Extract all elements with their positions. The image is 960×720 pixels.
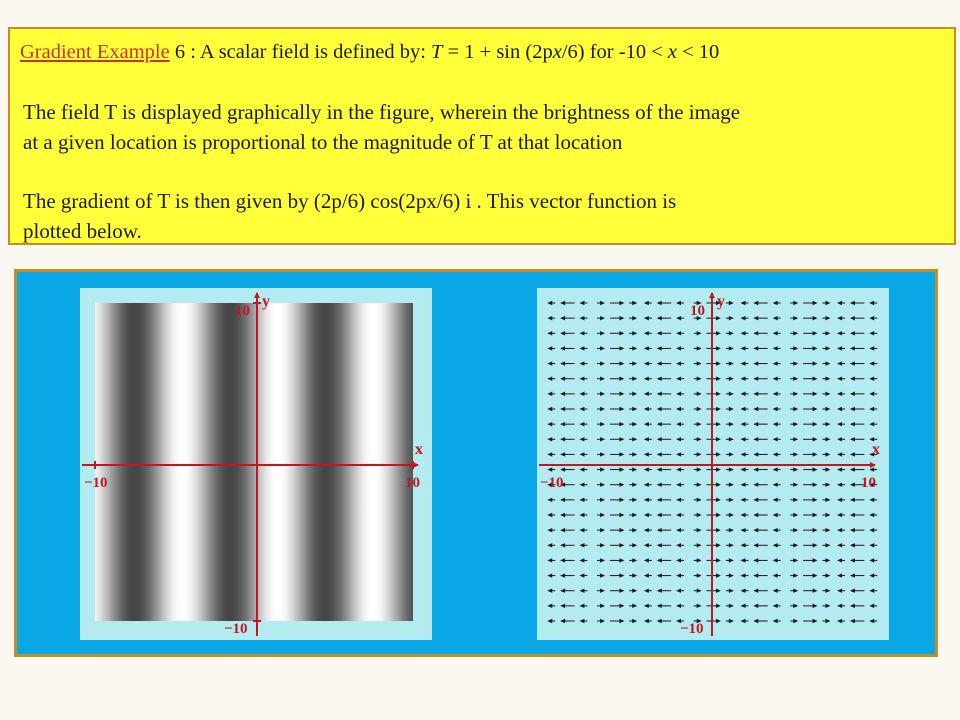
tick-x-min: −10 <box>84 475 108 491</box>
scalar-field-plot <box>80 288 432 640</box>
title-var-T: T <box>431 41 443 63</box>
tick-x-max: 10 <box>405 475 420 491</box>
tick-x-min-right: −10 <box>540 475 564 491</box>
title-var-x2: x <box>667 41 677 63</box>
gradient-example-link[interactable]: Gradient Example <box>20 41 170 63</box>
title-text-3: /6) for -10 < <box>561 41 668 63</box>
y-axis-label-right: y <box>717 293 725 310</box>
field-description-line-1: The field T is displayed graphically in the figure, wherein the brightness of the image <box>23 100 741 124</box>
tick-y-max-right: 10 <box>690 303 705 319</box>
title-text-4: < 10 <box>677 41 720 63</box>
tick-y-min-right: −10 <box>680 621 704 637</box>
tick-y-min: −10 <box>224 621 248 637</box>
tick-x-max-right: 10 <box>861 475 876 491</box>
title-text-1: 6 : A scalar field is defined by: <box>169 41 432 63</box>
y-axis-label: y <box>262 293 270 310</box>
gradient-description-line-2: plotted below. <box>23 219 142 243</box>
x-axis-label-right: x <box>872 441 880 458</box>
gradient-description-line-1: The gradient of T is then given by (2p/6) cos(2px/6) i . This vector function is <box>23 189 677 213</box>
x-axis-label: x <box>415 441 423 458</box>
title-text-2: = 1 + sin (2p <box>442 41 553 63</box>
vector-field-plot <box>537 288 889 640</box>
tick-y-max: 10 <box>235 303 250 319</box>
field-description-line-2: at a given location is proportional to the magnitude of T at that location <box>23 130 623 154</box>
title-var-x: x <box>552 41 562 63</box>
scalar-field-image <box>95 303 413 621</box>
